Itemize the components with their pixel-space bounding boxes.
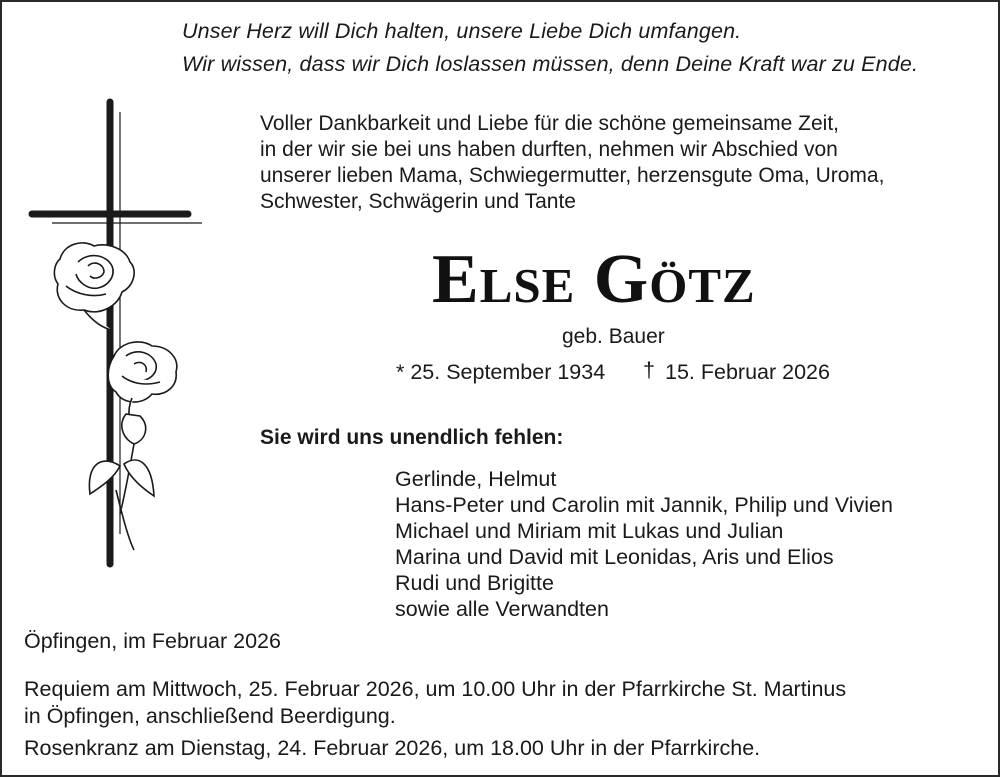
- mourner-line: Hans-Peter und Carolin mit Jannik, Philip und Vivien: [395, 493, 893, 517]
- death-cross-icon: †: [643, 358, 655, 382]
- maiden-name: geb. Bauer: [562, 325, 665, 348]
- rose-icon: [54, 243, 176, 550]
- intro-line-3: unserer lieben Mama, Schwiegermutter, herzensgute Oma, Uroma,: [260, 164, 885, 187]
- mourner-line: Marina und David mit Leonidas, Aris und Elios: [395, 545, 834, 569]
- mourner-line: Michael und Miriam mit Lukas und Julian: [395, 519, 784, 543]
- service-line-3: Rosenkranz am Dienstag, 24. Februar 2026, um 18.00 Uhr in der Pfarrkirche.: [24, 736, 761, 760]
- mourner-line: Rudi und Brigitte: [395, 571, 554, 595]
- mourner-line: sowie alle Verwandten: [395, 597, 609, 621]
- service-line-1: Requiem am Mittwoch, 25. Februar 2026, um 10.00 Uhr in der Pfarrkirche St. Martinus: [24, 677, 847, 701]
- mourner-line: Gerlinde, Helmut: [395, 467, 557, 491]
- intro-line-2: in der wir sie bei uns haben durften, nehmen wir Abschied von: [260, 138, 838, 161]
- cross-with-roses-icon: [22, 94, 212, 584]
- motto-line-2: Wir wissen, dass wir Dich loslassen müssen, denn Deine Kraft war zu Ende.: [182, 52, 919, 76]
- mourning-heading: Sie wird uns unendlich fehlen:: [260, 426, 564, 449]
- motto-line-1: Unser Herz will Dich halten, unsere Liebe Dich umfangen.: [182, 19, 742, 43]
- place-date: Öpfingen, im Februar 2026: [24, 629, 281, 653]
- death-date: 15. Februar 2026: [665, 360, 830, 384]
- birth-date: * 25. September 1934: [396, 360, 606, 384]
- service-line-2: in Öpfingen, anschließend Beerdigung.: [24, 704, 396, 728]
- intro-line-1: Voller Dankbarkeit und Liebe für die schöne gemeinsame Zeit,: [260, 112, 839, 135]
- intro-line-4: Schwester, Schwägerin und Tante: [260, 190, 576, 213]
- deceased-name: Else Götz: [432, 241, 756, 318]
